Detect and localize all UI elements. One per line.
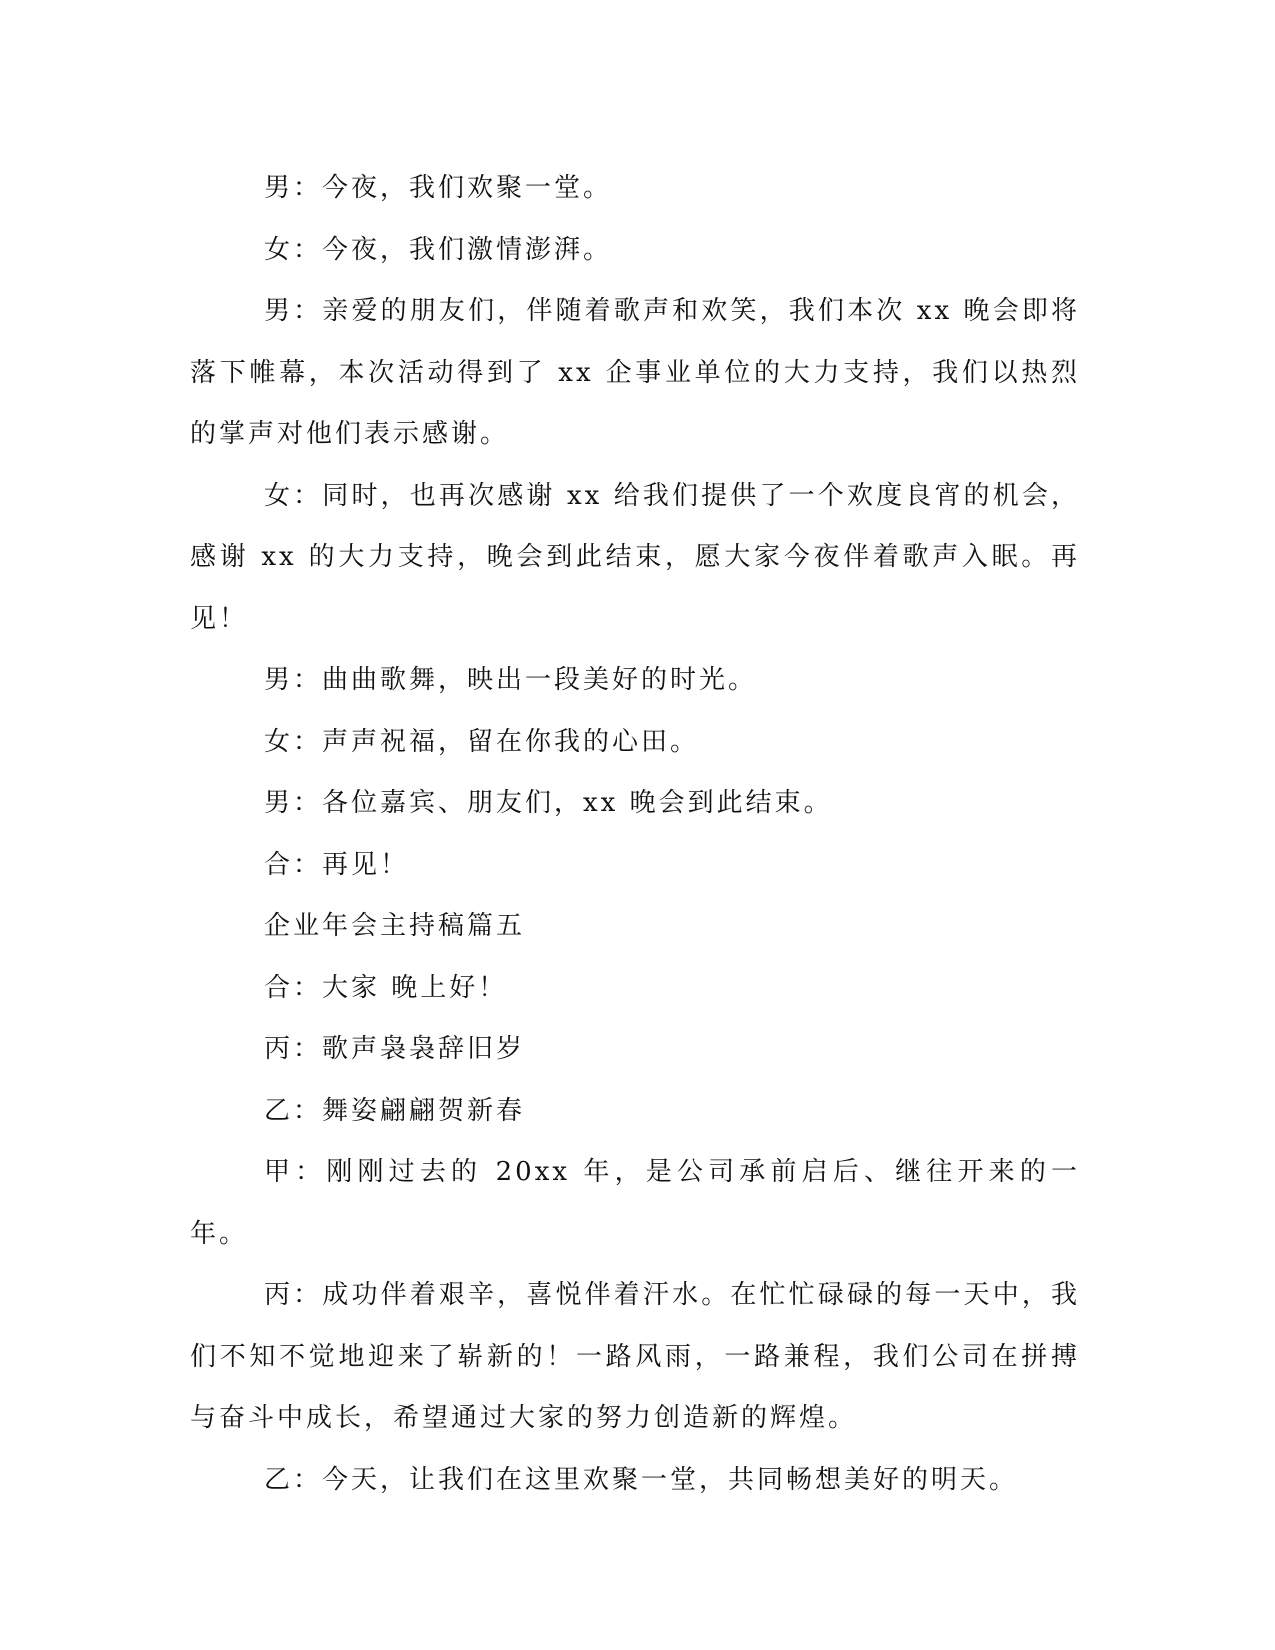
paragraph-2: 女：今夜，我们激情澎湃。	[264, 234, 613, 265]
paragraph-14: 丙：成功伴着艰辛，喜悦伴着汗水。在忙忙碌碌的每一天中，我们不知不觉地迎来了崭新的！一路风雨，一路兼程，我们公司在拼搏与奋斗中成长，希望通过大家的努力创造新的辉煌。	[190, 1280, 1080, 1433]
paragraph-12: 乙：舞姿翩翩贺新春	[264, 1095, 526, 1126]
paragraph-10: 合：大家 晚上好！	[264, 972, 508, 1003]
paragraph-6: 女：声声祝福，留在你我的心田。	[264, 726, 700, 757]
paragraph-7: 男：各位嘉宾、朋友们，xx 晚会到此结束。	[264, 788, 833, 818]
paragraph-4: 女：同时，也再次感谢 xx 给我们提供了一个欢度良宵的机会，感谢 xx 的大力支持，晚会到此结束，愿大家今夜伴着歌声入眠。再见！	[190, 480, 1080, 634]
paragraph-11: 丙：歌声袅袅辞旧岁	[264, 1034, 526, 1064]
paragraph-8: 合：再见！	[264, 849, 410, 880]
paragraph-13: 甲：刚刚过去的 20xx 年，是公司承前启后、继往开来的一年。	[190, 1157, 1080, 1249]
section-heading: 企业年会主持稿篇五	[264, 911, 526, 941]
paragraph-5: 男：曲曲歌舞，映出一段美好的时光。	[264, 665, 758, 695]
paragraph-1: 男：今夜，我们欢聚一堂。	[264, 173, 613, 203]
document-body	[190, 158, 1080, 1511]
paragraph-3: 男：亲爱的朋友们，伴随着歌声和欢笑，我们本次 xx 晚会即将落下帷幕，本次活动得到了 xx 企事业单位的大力支持，我们以热烈的掌声对他们表示感谢。	[190, 296, 1080, 449]
paragraph-15: 乙：今天，让我们在这里欢聚一堂，共同畅想美好的明天。	[264, 1464, 1019, 1495]
